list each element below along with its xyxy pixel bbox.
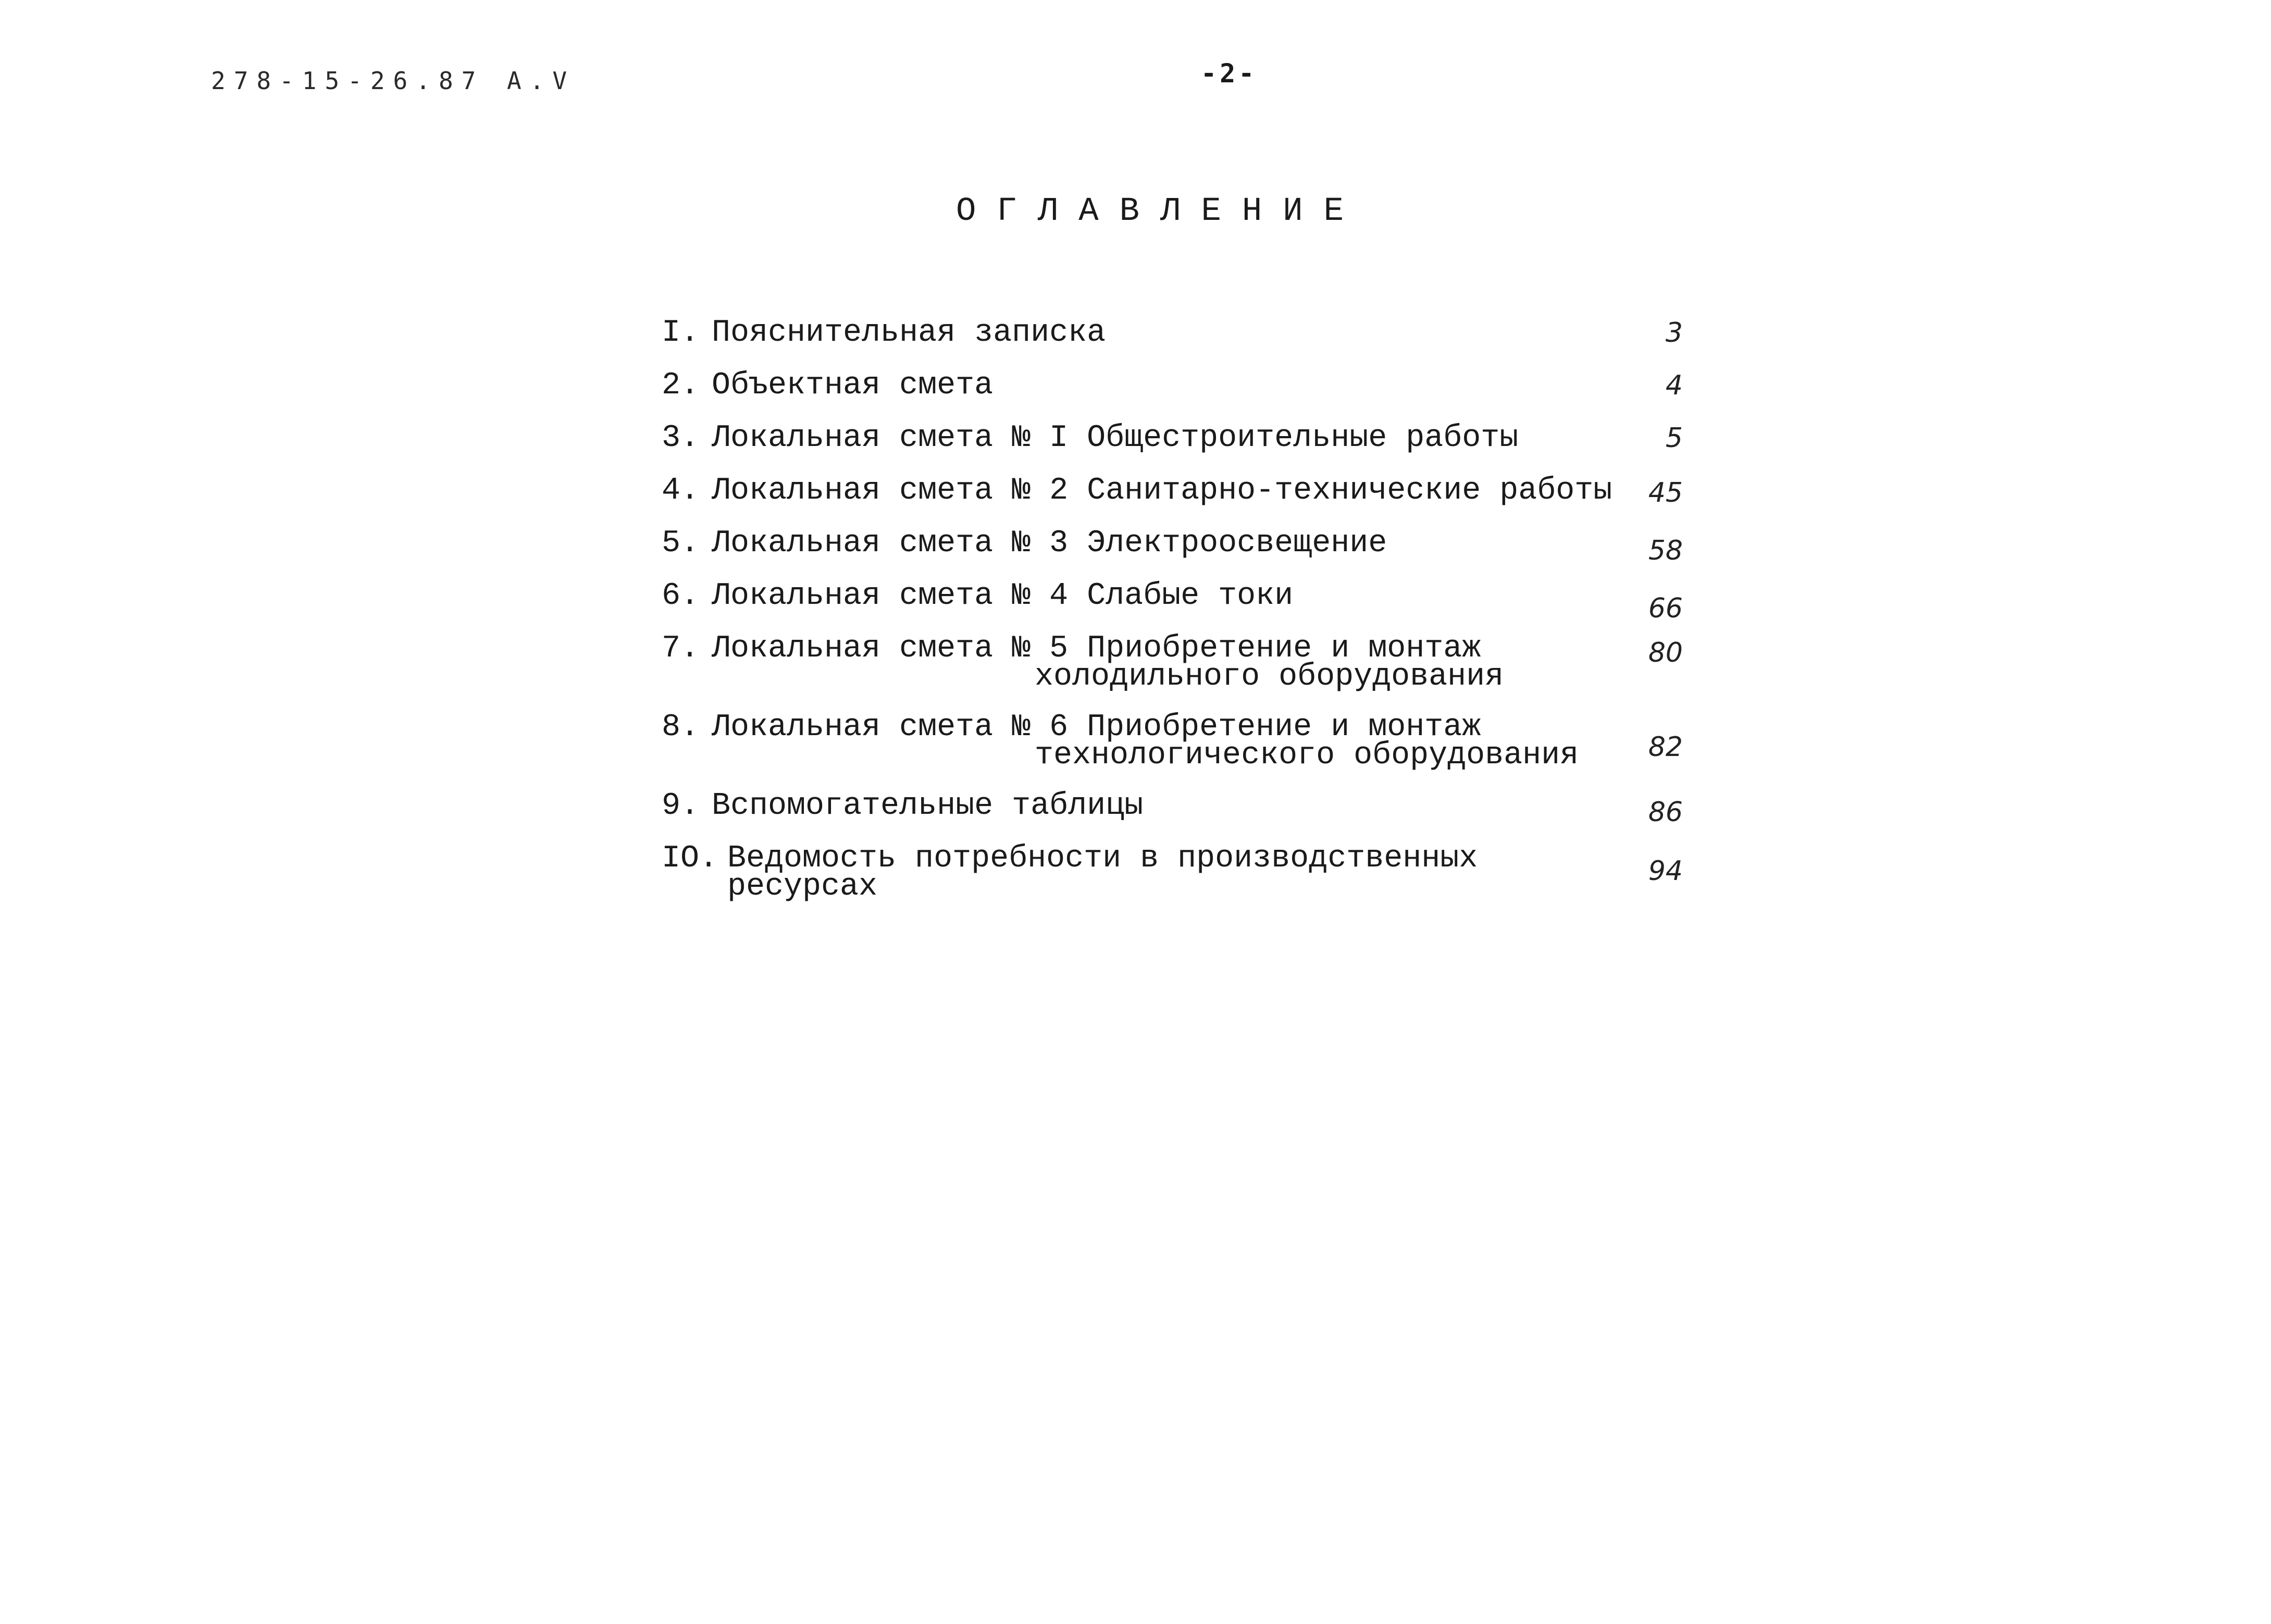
toc-item-title: Объектная смета bbox=[712, 368, 994, 403]
toc-item-number: 8. bbox=[662, 710, 700, 745]
toc-item-number: 7. bbox=[662, 631, 700, 666]
toc-item-number: 2. bbox=[662, 368, 700, 403]
toc-item-page: 58 bbox=[1648, 535, 1683, 566]
toc-item-number: 4. bbox=[662, 473, 700, 509]
toc-item-title: Локальная смета № 3 Электроосвещение bbox=[712, 526, 1387, 561]
toc-item-title: Вспомогательные таблицы bbox=[712, 788, 1144, 824]
table-of-contents bbox=[662, 0, 1683, 1624]
toc-item-page: 86 bbox=[1648, 797, 1683, 828]
toc-item-page: 94 bbox=[1648, 856, 1683, 887]
toc-item-number: IO. bbox=[662, 841, 718, 876]
toc-item-page: 45 bbox=[1648, 477, 1683, 509]
toc-item-number: I. bbox=[662, 315, 700, 351]
toc-item-number: 3. bbox=[662, 420, 700, 456]
toc-item-page: 80 bbox=[1648, 637, 1683, 668]
document-code: 278-15-26.87 A.V bbox=[211, 67, 576, 95]
toc-item-page: 82 bbox=[1648, 732, 1683, 763]
toc-item-title: Пояснительная записка bbox=[712, 315, 1106, 351]
toc-item-page: 5 bbox=[1665, 423, 1683, 454]
toc-item-page: 4 bbox=[1665, 370, 1683, 401]
toc-item-title: Локальная смета № 6 Приобретение и монтаж технологического оборудования bbox=[712, 710, 1579, 773]
toc-item-number: 9. bbox=[662, 788, 700, 824]
toc-title: ОГЛАВЛЕНИЕ bbox=[956, 193, 1365, 230]
toc-item-title: Локальная смета № 4 Слабые токи bbox=[712, 578, 1294, 614]
toc-item-title: Ведомость потребности в производственных ресурсах bbox=[727, 841, 1478, 904]
toc-item-title: Локальная смета № 5 Приобретение и монтаж холодильного оборудования bbox=[712, 631, 1504, 695]
toc-item-page: 66 bbox=[1648, 593, 1683, 624]
toc-item-number: 6. bbox=[662, 578, 700, 614]
toc-item-title: Локальная смета № 2 Санитарно-технические работы bbox=[712, 473, 1612, 509]
toc-item-title: Локальная смета № I Общестроительные работы bbox=[712, 420, 1519, 456]
page-number: -2- bbox=[1201, 58, 1258, 89]
toc-item-page: 3 bbox=[1665, 317, 1683, 349]
toc-item-number: 5. bbox=[662, 526, 700, 561]
